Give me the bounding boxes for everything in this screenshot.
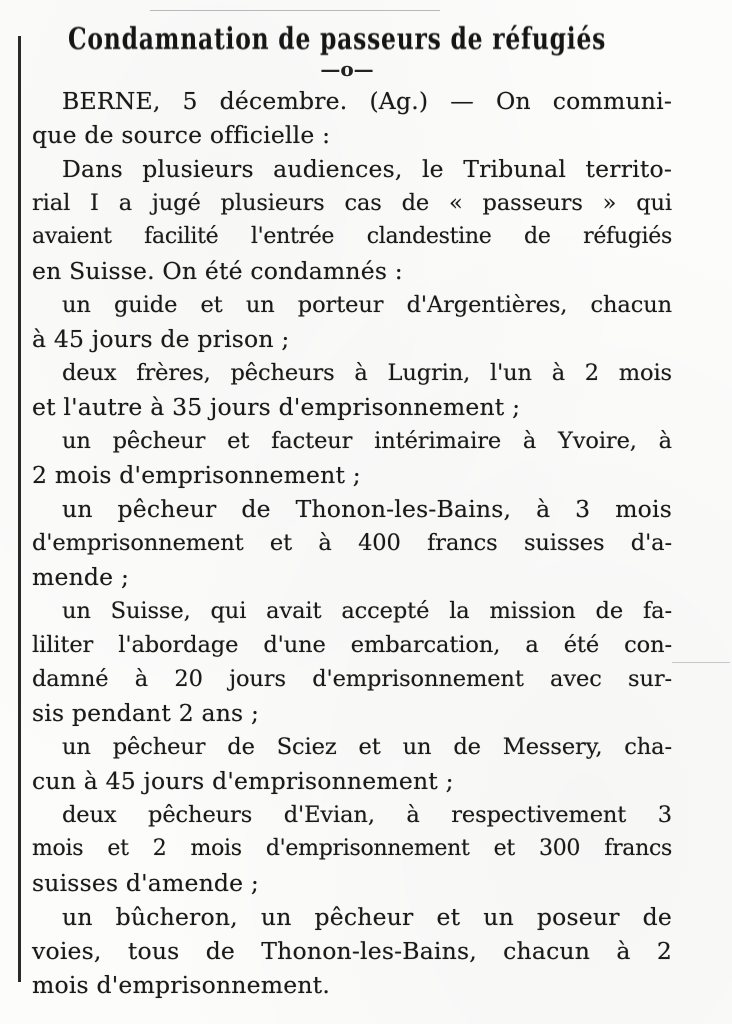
scan-edge-mark <box>672 662 730 663</box>
scan-edge-mark <box>150 10 440 11</box>
text-line: damné à 20 jours d'emprisonnement avec sur- <box>32 666 672 692</box>
text-line: un Suisse, qui avait accepté la mission de fa- <box>62 598 672 624</box>
text-line: mende ; <box>32 563 130 591</box>
text-line: mois d'emprisonnement. <box>32 971 330 999</box>
text-line: liliter l'abordage d'une embarcation, a été con- <box>32 632 672 658</box>
text-line: un bûcheron, un pêcheur et un poseur de <box>62 903 672 931</box>
text-line: et l'autre à 35 jours d'emprisonnement ; <box>32 393 521 421</box>
text-line: voies, tous de Thonon-les-Bains, chacun à 2 <box>32 937 672 965</box>
newspaper-clipping <box>32 18 672 1002</box>
text-line: à 45 jours de prison ; <box>32 325 290 353</box>
text-line: deux frères, pêcheurs à Lugrin, l'un à 2 mois <box>62 360 672 386</box>
text-line: que de source officielle : <box>32 121 331 149</box>
text-line: en Suisse. On été condamnés : <box>32 257 403 285</box>
column-rule <box>18 36 21 982</box>
text-line: suisses d'amende ; <box>32 869 260 897</box>
text-line: un pêcheur de Sciez et un de Messery, cha- <box>62 734 672 760</box>
separator: —o— <box>320 57 374 81</box>
text-line: 2 mois d'emprisonnement ; <box>32 461 361 489</box>
text-line: un guide et un porteur d'Argentières, chacun <box>62 292 672 318</box>
text-line: BERNE, 5 décembre. (Ag.) — On communi- <box>62 87 672 115</box>
text-line: mois et 2 mois d'emprisonnement et 300 francs <box>32 836 672 861</box>
text-line: Dans plusieurs audiences, le Tribunal territo- <box>62 155 672 183</box>
text-line: rial I a jugé plusieurs cas de « passeurs » qui <box>32 190 672 216</box>
headline <box>32 18 672 58</box>
text-line: avaient facilité l'entrée clandestine de réfugiés <box>32 224 672 249</box>
text-line: deux pêcheurs d'Evian, à respectivement 3 <box>62 802 672 828</box>
text-line: un pêcheur de Thonon-les-Bains, à 3 mois <box>62 495 672 523</box>
text-line: sis pendant 2 ans ; <box>32 699 260 727</box>
headline-text: Condamnation de passeurs de réfugiés <box>68 22 607 57</box>
text-line: un pêcheur et facteur intérimaire à Yvoire, à <box>62 428 672 454</box>
text-line: cun à 45 jours d'emprisonnement ; <box>32 767 454 795</box>
text-line: d'emprisonnement et à 400 francs suisses d'a- <box>32 530 672 556</box>
